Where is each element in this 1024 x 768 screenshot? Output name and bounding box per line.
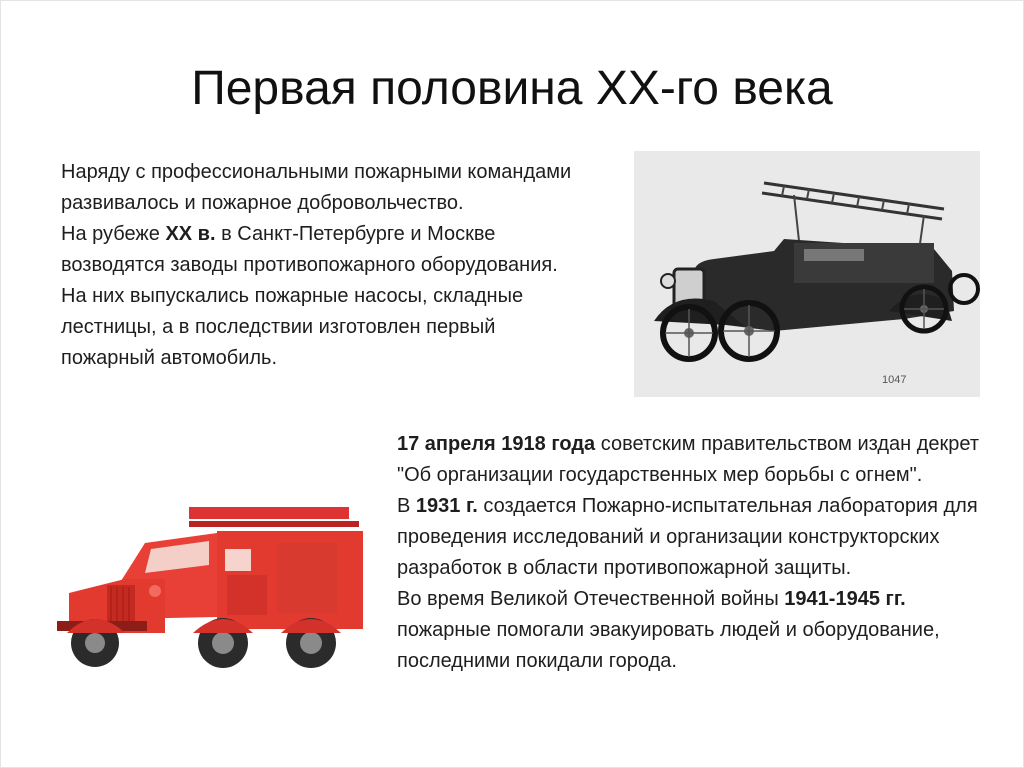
text-block-right bbox=[397, 429, 997, 677]
photo-caption: 1047 bbox=[882, 374, 907, 386]
bold-text: 1941-1945 bbox=[784, 588, 880, 610]
bold-text: XX в. bbox=[165, 223, 216, 245]
text: пожарные помогали эвакуировать людей и оборудование, последними покидали города. bbox=[397, 619, 940, 672]
text: На рубеже bbox=[61, 223, 166, 245]
paragraph bbox=[397, 429, 997, 491]
text: Во время Великой Отечественной войны bbox=[397, 588, 785, 610]
red-fire-truck-illustration bbox=[49, 493, 375, 691]
paragraph bbox=[397, 491, 997, 584]
text: в Санкт-Петербурге и Москве возводятся заводы противопожарного оборудования. На них выпускались пожарные насосы, складные лестницы, а в последствии изготовлен первый пожарный автомобиль. bbox=[61, 223, 558, 369]
paragraph bbox=[397, 584, 997, 677]
bold-text: 1931 г. bbox=[415, 495, 478, 517]
text: создается Пожарно-испытательная лаборатория для проведения исследований и организации конструкторских разработок в области противопожарной защиты. bbox=[397, 495, 978, 579]
text: советским правительством издан декрет "Об организации государственных мер борьбы с огнем". bbox=[397, 433, 980, 486]
bold-text: 17 апреля 1918 года bbox=[397, 433, 596, 455]
paragraph: Наряду с профессиональными пожарными командами развивалось и пожарное добровольчество. bbox=[61, 161, 572, 214]
slide-title: Первая половина XX-го века bbox=[191, 62, 833, 115]
paragraph bbox=[61, 219, 581, 374]
bold-text: гг. bbox=[885, 588, 906, 610]
text: В bbox=[397, 495, 416, 517]
vintage-fire-truck-photo bbox=[634, 151, 980, 397]
text-block-left bbox=[61, 157, 581, 374]
